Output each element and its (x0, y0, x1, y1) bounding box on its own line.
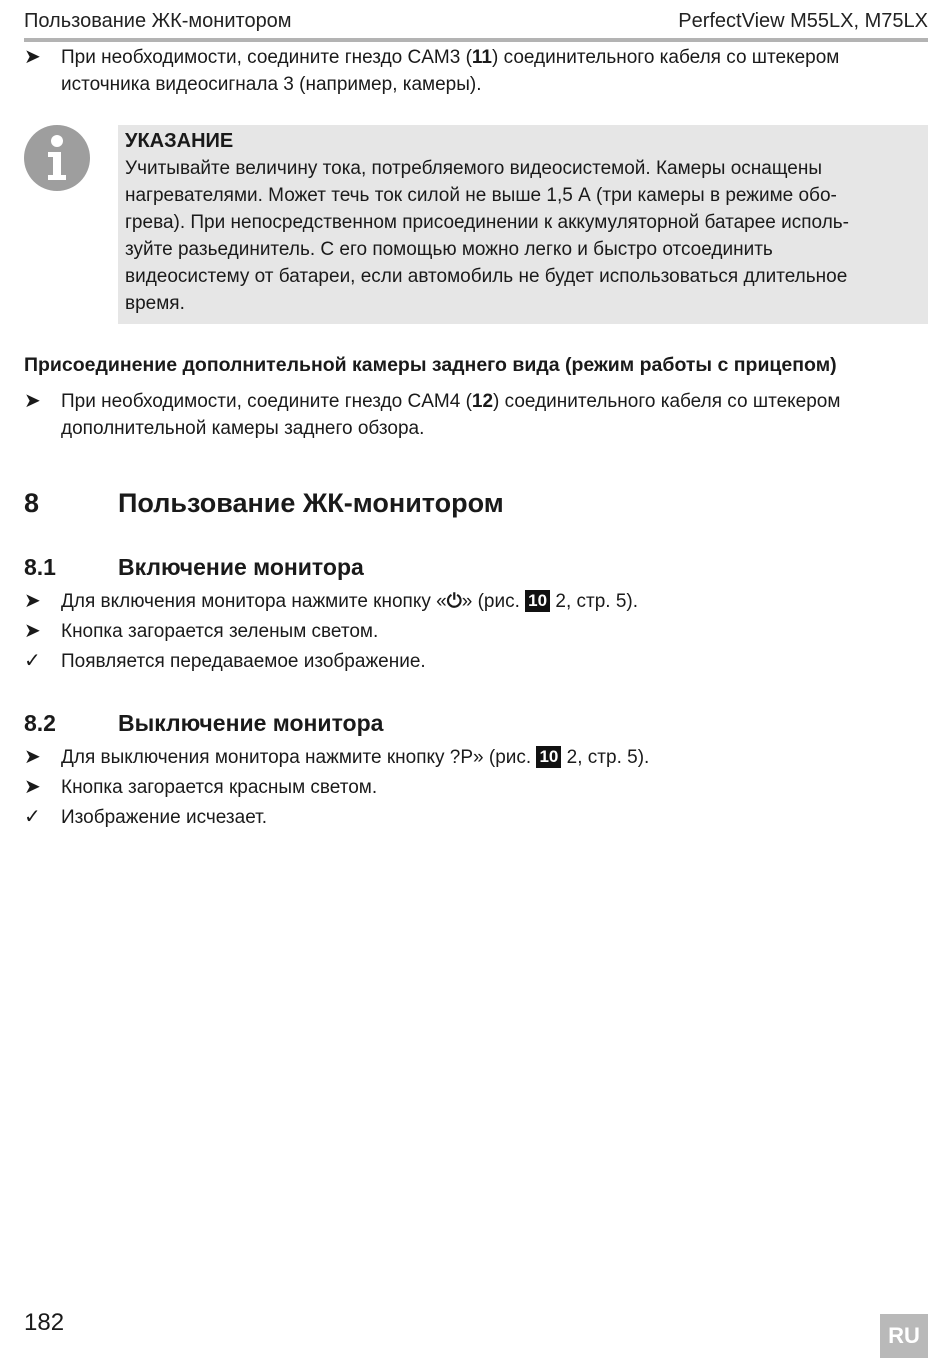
step-text: Кнопка загорается зеленым светом. (61, 621, 379, 642)
note-line: нагревателями. Может течь ток силой не выше 1,5 А (три камеры в режиме обо- (125, 185, 837, 206)
header-divider (24, 38, 928, 42)
arrow-bullet-icon: ➤ (24, 746, 41, 768)
info-icon (24, 125, 90, 191)
step-red-light (24, 774, 934, 801)
result-text: Изображение исчезает. (61, 807, 268, 828)
result-text: Появляется передаваемое изображение. (61, 651, 426, 672)
subsection-number: 8.1 (24, 554, 56, 580)
step-text: Для включения монитора нажмите кнопку «⏻» (рис. 10 2, стр. 5). (61, 588, 934, 615)
step-power-off (24, 744, 934, 771)
step-text: При необходимости, соедините гнездо CAM4 (12) соединительного кабеля со штекером дополнительной камеры заднего обзора. (61, 391, 841, 439)
section-title: Пользование ЖК-монитором (118, 488, 504, 518)
arrow-bullet-icon: ➤ (24, 46, 41, 68)
note-line: зуйте разьединитель. С его помощью можно легко и быстро отсоединить (125, 239, 773, 260)
arrow-bullet-icon: ➤ (24, 620, 41, 642)
running-header-left: Пользование ЖК-монитором (24, 10, 292, 32)
step-cam4 (24, 388, 934, 442)
result-image-appears (24, 648, 934, 675)
step-text: Для выключения монитора нажмите кнопку ?P» (рис. 10 2, стр. 5). (61, 747, 650, 768)
subsection-title: Выключение монитора (118, 710, 384, 736)
arrow-bullet-icon: ➤ (24, 776, 41, 798)
running-header-right: PerfectView M55LX, M75LX (678, 10, 928, 32)
section-number: 8 (24, 488, 40, 518)
figure-badge: 10 (525, 590, 550, 612)
subsection-number: 8.2 (24, 710, 56, 736)
step-text: Кнопка загорается красным светом. (61, 777, 378, 798)
step-cam3 (24, 44, 934, 98)
figure-badge: 10 (536, 746, 561, 768)
note-line: видеосистему от батареи, если автомобиль не будет использоваться длительное (125, 266, 848, 287)
power-icon: ⏻ (446, 591, 462, 612)
checkmark-icon: ✓ (24, 806, 41, 828)
note-line: время. (125, 293, 185, 314)
note-line: Учитывайте величину тока, потребляемого видеосистемой. Камеры оснащены (125, 158, 822, 179)
step-power-on (24, 588, 934, 615)
note-body (125, 155, 925, 317)
subsection-heading: Присоединение дополнительной камеры заднего вида (режим работы с прицепом) (24, 354, 837, 376)
arrow-bullet-icon: ➤ (24, 590, 41, 612)
page-number: 182 (24, 1309, 65, 1336)
checkmark-icon: ✓ (24, 650, 41, 672)
note-line: грева). При непосредственном присоединении к аккумуляторной батарее исполь- (125, 212, 850, 233)
step-text: При необходимости, соедините гнездо CAM3 (11) соединительного кабеля со штекером источника видеосигнала 3 (например, камеры). (61, 47, 840, 95)
step-green-light (24, 618, 934, 645)
note-title: УКАЗАНИЕ (125, 130, 234, 152)
result-image-disappears (24, 804, 934, 831)
language-tab: RU (880, 1314, 928, 1358)
subsection-title: Включение монитора (118, 554, 364, 580)
arrow-bullet-icon: ➤ (24, 390, 41, 412)
